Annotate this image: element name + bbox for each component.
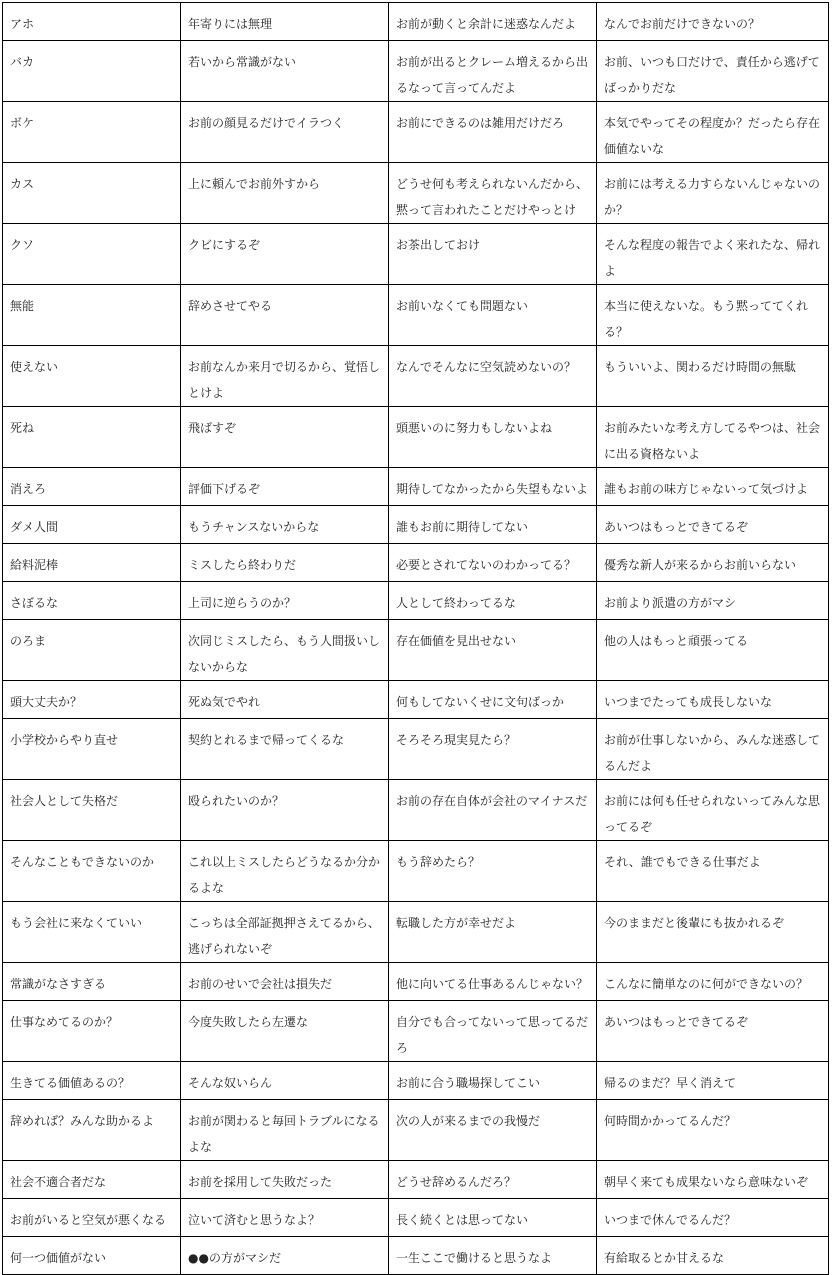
table-cell: こっちは全部証拠押さえてるから、逃げられないぞ — [181, 902, 389, 963]
table-cell: 存在価値を見出せない — [389, 620, 597, 681]
table-cell: 他に向いてる仕事あるんじゃない？ — [389, 963, 597, 1001]
table-cell: どうせ辞めるんだろ？ — [389, 1161, 597, 1199]
table-cell: 誰もお前の味方じゃないって気づけよ — [597, 468, 829, 506]
table-cell: ●●の方がマシだ — [181, 1237, 389, 1275]
table-row — [3, 163, 829, 224]
table-cell: 上に頼んでお前外すから — [181, 163, 389, 224]
table-cell: お前みたいな考え方してるやつは、社会に出る資格ないよ — [597, 407, 829, 468]
table-cell: 誰もお前に期待してない — [389, 506, 597, 544]
table-cell: お前には何も任せられないってみんな思ってるぞ — [597, 780, 829, 841]
table-cell: 転職した方が幸せだよ — [389, 902, 597, 963]
table-cell: 長く続くとは思ってない — [389, 1199, 597, 1237]
table-cell: 無能 — [3, 285, 181, 346]
table-cell: それ、誰でもできる仕事だよ — [597, 841, 829, 902]
table-cell: 必要とされてないのわかってる？ — [389, 544, 597, 582]
table-cell: クビにするぞ — [181, 224, 389, 285]
table-cell: あいつはもっとできてるぞ — [597, 506, 829, 544]
table-cell: さぼるな — [3, 582, 181, 620]
table-cell: ボケ — [3, 102, 181, 163]
table-cell: 一生ここで働けると思うなよ — [389, 1237, 597, 1275]
table-cell: 死ぬ気でやれ — [181, 681, 389, 719]
table-cell: 他の人はもっと頑張ってる — [597, 620, 829, 681]
table-cell: お茶出しておけ — [389, 224, 597, 285]
table-cell: お前、いつも口だけで、責任から逃げてばっかりだな — [597, 41, 829, 102]
table-cell: カス — [3, 163, 181, 224]
table-row — [3, 681, 829, 719]
table-cell: お前を採用して失敗だった — [181, 1161, 389, 1199]
table-row — [3, 1100, 829, 1161]
table-cell: 優秀な新人が来るからお前いらない — [597, 544, 829, 582]
table-cell: お前にできるのは雑用だけだろ — [389, 102, 597, 163]
table-cell: 上司に逆らうのか？ — [181, 582, 389, 620]
table-cell: お前が仕事しないから、みんな迷惑してるんだよ — [597, 719, 829, 780]
table-cell: バカ — [3, 41, 181, 102]
table-cell: 若いから常識がない — [181, 41, 389, 102]
table-cell: 頭大丈夫か？ — [3, 681, 181, 719]
table-cell: 生きてる価値あるの？ — [3, 1062, 181, 1100]
table-cell: クソ — [3, 224, 181, 285]
table-row — [3, 544, 829, 582]
table-row — [3, 285, 829, 346]
table-row — [3, 407, 829, 468]
table-row — [3, 1237, 829, 1275]
table-cell: 帰るのまだ？早く消えて — [597, 1062, 829, 1100]
table-cell: お前が出るとクレーム増えるから出るなって言ってんだよ — [389, 41, 597, 102]
table-cell: お前の顔見るだけでイラつく — [181, 102, 389, 163]
table-cell: あいつはもっとできてるぞ — [597, 1001, 829, 1062]
table-cell: 期待してなかったから失望もないよ — [389, 468, 597, 506]
table-cell: 小学校からやり直せ — [3, 719, 181, 780]
table-cell: お前より派遣の方がマシ — [597, 582, 829, 620]
table-cell: もうチャンスないからな — [181, 506, 389, 544]
table-cell: そんなこともできないのか — [3, 841, 181, 902]
table-cell: お前の存在自体が会社のマイナスだ — [389, 780, 597, 841]
table-cell: もういいよ、関わるだけ時間の無駄 — [597, 346, 829, 407]
table-cell: もう辞めたら？ — [389, 841, 597, 902]
table-cell: 泣いて済むと思うなよ？ — [181, 1199, 389, 1237]
table-cell: 常識がなさすぎる — [3, 963, 181, 1001]
table-row — [3, 1001, 829, 1062]
table-cell: そんな程度の報告でよく来れたな、帰れよ — [597, 224, 829, 285]
table-cell: お前に合う職場探してこい — [389, 1062, 597, 1100]
table-row — [3, 620, 829, 681]
table-cell: 有給取るとか甘えるな — [597, 1237, 829, 1275]
table-cell: 何もしてないくせに文句ばっか — [389, 681, 597, 719]
table-cell: ミスしたら終わりだ — [181, 544, 389, 582]
table-row — [3, 3, 829, 41]
table-cell: 何時間かかってるんだ？ — [597, 1100, 829, 1161]
table-cell: お前が動くと余計に迷惑なんだよ — [389, 3, 597, 41]
table-row — [3, 41, 829, 102]
phrase-table-body — [3, 3, 829, 1275]
table-row — [3, 1199, 829, 1237]
table-row — [3, 468, 829, 506]
table-cell: そんな奴いらん — [181, 1062, 389, 1100]
table-cell: 次の人が来るまでの我慢だ — [389, 1100, 597, 1161]
table-cell: なんでお前だけできないの？ — [597, 3, 829, 41]
table-cell: 次同じミスしたら、もう人間扱いしないからな — [181, 620, 389, 681]
table-row — [3, 224, 829, 285]
table-cell: お前には考える力すらないんじゃないのか？ — [597, 163, 829, 224]
phrase-table — [2, 2, 829, 1275]
table-cell: お前のせいで会社は損失だ — [181, 963, 389, 1001]
table-cell: いつまで休んでるんだ？ — [597, 1199, 829, 1237]
table-cell: そろそろ現実見たら？ — [389, 719, 597, 780]
table-cell: 頭悪いのに努力もしないよね — [389, 407, 597, 468]
table-cell: 何一つ価値がない — [3, 1237, 181, 1275]
table-row — [3, 780, 829, 841]
table-cell: お前いなくても問題ない — [389, 285, 597, 346]
table-cell: 契約とれるまで帰ってくるな — [181, 719, 389, 780]
table-cell: のろま — [3, 620, 181, 681]
table-cell: いつまでたっても成長しないな — [597, 681, 829, 719]
table-row — [3, 1161, 829, 1199]
table-cell: 今度失敗したら左遷な — [181, 1001, 389, 1062]
table-cell: お前なんか来月で切るから、覚悟しとけよ — [181, 346, 389, 407]
table-row — [3, 582, 829, 620]
table-cell: 評価下げるぞ — [181, 468, 389, 506]
table-cell: 辞めれば？みんな助かるよ — [3, 1100, 181, 1161]
table-cell: 朝早く来ても成果ないなら意味ないぞ — [597, 1161, 829, 1199]
table-cell: 消えろ — [3, 468, 181, 506]
table-cell: お前がいると空気が悪くなる — [3, 1199, 181, 1237]
table-cell: 社会人として失格だ — [3, 780, 181, 841]
table-cell: 給料泥棒 — [3, 544, 181, 582]
table-cell: これ以上ミスしたらどうなるか分かるよな — [181, 841, 389, 902]
table-cell: 人として終わってるな — [389, 582, 597, 620]
table-cell: ダメ人間 — [3, 506, 181, 544]
table-row — [3, 1062, 829, 1100]
table-cell: 本当に使えないな。もう黙っててくれる？ — [597, 285, 829, 346]
table-cell: 本気でやってその程度か？だったら存在価値ないな — [597, 102, 829, 163]
table-cell: 今のままだと後輩にも抜かれるぞ — [597, 902, 829, 963]
table-row — [3, 719, 829, 780]
table-cell: もう会社に来なくていい — [3, 902, 181, 963]
table-cell: 仕事なめてるのか？ — [3, 1001, 181, 1062]
table-cell: 死ね — [3, 407, 181, 468]
table-row — [3, 963, 829, 1001]
table-row — [3, 902, 829, 963]
table-row — [3, 841, 829, 902]
table-cell: 飛ばすぞ — [181, 407, 389, 468]
table-row — [3, 346, 829, 407]
table-cell: 殴られたいのか？ — [181, 780, 389, 841]
table-cell: どうせ何も考えられないんだから、黙って言われたことだけやっとけ — [389, 163, 597, 224]
table-cell: 使えない — [3, 346, 181, 407]
table-cell: なんでそんなに空気読めないの？ — [389, 346, 597, 407]
table-cell: アホ — [3, 3, 181, 41]
table-cell: 自分でも合ってないって思ってるだろ — [389, 1001, 597, 1062]
table-cell: こんなに簡単なのに何ができないの？ — [597, 963, 829, 1001]
table-cell: 社会不適合者だな — [3, 1161, 181, 1199]
table-cell: 辞めさせてやる — [181, 285, 389, 346]
table-cell: 年寄りには無理 — [181, 3, 389, 41]
table-row — [3, 506, 829, 544]
document-page — [2, 2, 828, 1275]
table-row — [3, 102, 829, 163]
table-cell: お前が関わると毎回トラブルになるよな — [181, 1100, 389, 1161]
